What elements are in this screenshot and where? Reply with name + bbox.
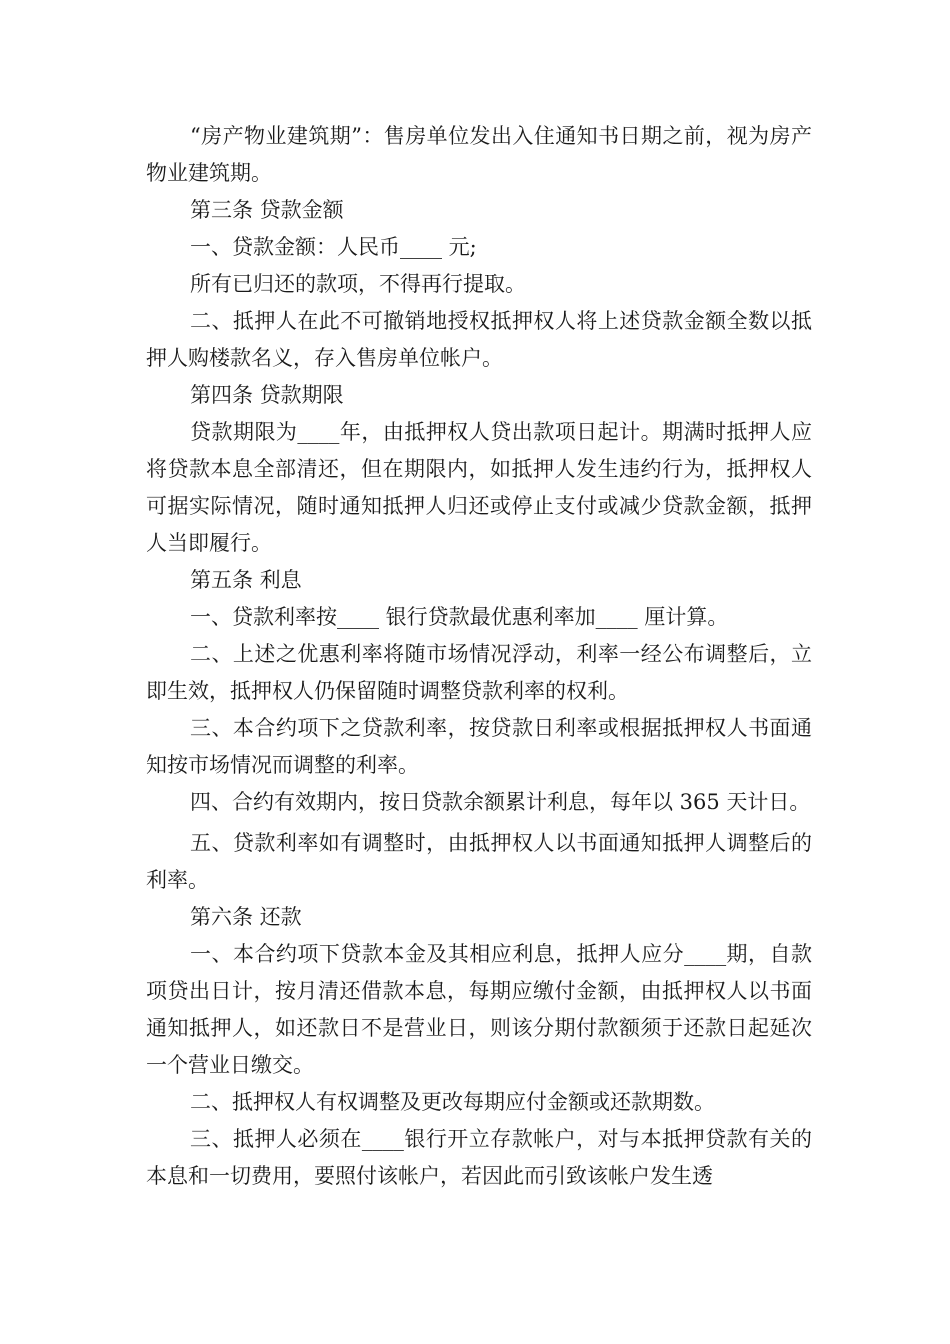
paragraph-5: 二、抵押人在此不可撤销地授权抵押权人将上述贷款金额全数以抵押人购楼款名义，存入售房单位帐户。 (146, 309, 812, 370)
paragraph-9: 一、贷款利率按____ 银行贷款最优惠利率加____ 厘计算。 (190, 605, 729, 629)
paragraph-16: 二、抵押权人有权调整及更改每期应付金额或还款期数。 (190, 1090, 715, 1114)
paragraph-15: 一、本合约项下贷款本金及其相应利息，抵押人应分____期，自款项贷出日计，按月清还借款本息，每期应缴付金额，由抵押权人以书面通知抵押人，如还款日不是营业日，则该分期付款额须于还款日起延次一个营业日缴交。 (146, 942, 812, 1077)
paragraph-4: 所有已归还的款项，不得再行提取。 (190, 272, 526, 296)
article-6-heading: 第六条 还款 (190, 905, 302, 929)
article-3-heading: 第三条 贷款金额 (190, 198, 344, 222)
paragraph-12: 四、合约有效期内，按日贷款余额累计利息，每年以 365 天计日。 (190, 790, 811, 814)
article-4-heading: 第四条 贷款期限 (190, 383, 344, 407)
article-5-heading: 第五条 利息 (190, 568, 302, 592)
paragraph-1: “房产物业建筑期”：售房单位发出入住通知书日期之前，视为房产物业建筑期。 (146, 124, 812, 185)
paragraph-11: 三、本合约项下之贷款利率，按贷款日利率或根据抵押权人书面通知按市场情况而调整的利率。 (146, 716, 812, 777)
paragraph-17: 三、抵押人必须在____银行开立存款帐户，对与本抵押贷款有关的本息和一切费用，要照付该帐户，若因此而引致该帐户发生透 (146, 1127, 812, 1188)
paragraph-7: 贷款期限为____年，由抵押权人贷出款项日起计。期满时抵押人应将贷款本息全部清还，但在期限内，如抵押人发生违约行为，抵押权人可据实际情况，随时通知抵押人归还或停止支付或减少贷款金额，抵押人当即履行。 (146, 420, 812, 555)
paragraph-3: 一、贷款金额：人民币____ 元; (190, 235, 477, 259)
paragraph-13: 五、贷款利率如有调整时，由抵押权人以书面通知抵押人调整后的利率。 (146, 831, 812, 892)
paragraph-10: 二、上述之优惠利率将随市场情况浮动，利率一经公布调整后，立即生效，抵押权人仍保留随时调整贷款利率的权利。 (146, 642, 812, 703)
